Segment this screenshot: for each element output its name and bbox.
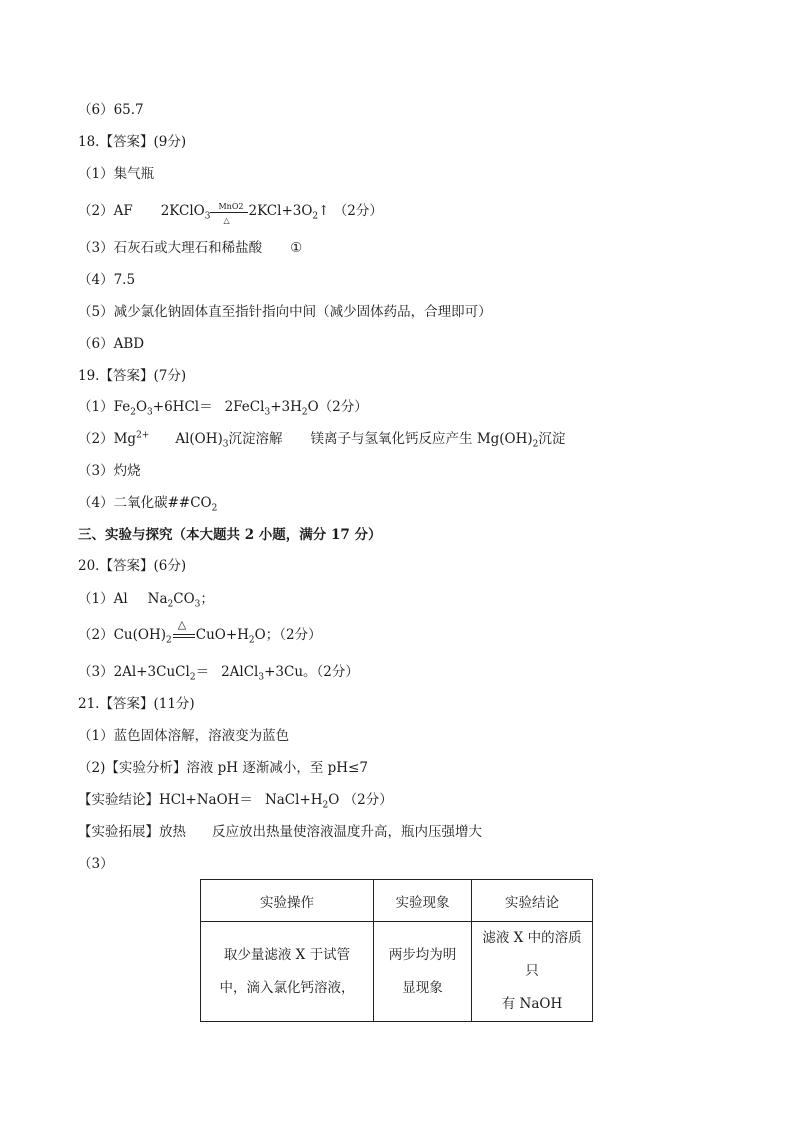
answer-18-1: （1）集气瓶: [78, 166, 155, 182]
answer-20-2: $(2)Cu(OH)_2$ △ $CuO+H_2O$；（2分）: [78, 618, 322, 646]
table-header: 实验现象: [374, 880, 472, 922]
answer-20-3: （3）2Al+3CuCl$_2$＝ 2AlCl$_3$+3Cu。（2分）: [78, 664, 359, 683]
table-cell-phenomenon: 两步均为明 显现象: [374, 922, 472, 1022]
answer-19-2: $(2)Mg^{2+}$ $Al(OH)_3$沉淀溶解 镁离子与氢氧化钙反应产生 $Mg(OH)_2$沉淀: [78, 430, 566, 450]
answer-18-heading: 18.【答案】(9分): [78, 134, 187, 150]
answer-21-heading: 21.【答案】(11分): [78, 696, 195, 712]
answer-19-heading: 19.【答案】(7分): [78, 368, 187, 384]
table-cell-operation: 取少量滤液 X 于试管 中，滴入氯化钙溶液，: [201, 922, 374, 1022]
answer-18-3: （3）石灰石或大理石和稀盐酸 ①: [78, 240, 303, 256]
answer-21-3: （3）: [78, 856, 114, 872]
answer-21-2: （2)【实验分析】溶液 pH 逐渐减小，至 pH≤7: [78, 760, 368, 776]
answer-18-4: （4）7.5: [78, 272, 136, 288]
heat-condition: △: [172, 626, 196, 644]
answer-20-heading: 20.【答案】(6分): [78, 558, 187, 574]
answer-19-3: （3）灼烧: [78, 463, 141, 479]
answer-18-6: （6）ABD: [78, 336, 145, 352]
answer-20-1: （1）Al $Na_2CO_3$；: [78, 591, 214, 610]
answer-21-extension: 【实验拓展】放热 反应放出热量使溶液温度升高，瓶内压强增大: [78, 824, 482, 840]
table-row: [201, 922, 593, 1022]
answer-18-5: （5）减少氯化钠固体直至指针指向中间（减少固体药品，合理即可）: [78, 304, 492, 320]
answer-17-6: （6）65.7: [78, 102, 144, 118]
table-header-row: [201, 880, 593, 922]
experiment-table: [200, 879, 593, 1022]
reaction-condition: MnO2 △: [210, 202, 248, 220]
answer-21-1: （1）蓝色固体溶解，溶液变为蓝色: [78, 728, 290, 744]
table-header: 实验操作: [201, 880, 374, 922]
table-header: 实验结论: [472, 880, 593, 922]
table-cell-conclusion: 滤液 X 中的溶质只 有 NaOH: [472, 922, 593, 1022]
answer-18-2: （2）AF 2KClO$_3$ MnO2 △ $2KCl+3O_2↑$ （2分）: [78, 202, 383, 225]
section-3-title: 三、实验与探究（本大题共 2 小题，满分 17 分）: [78, 527, 382, 543]
answer-19-1: $(1)Fe_2O_3+6HCl=$ $2FeCl_3+3H_2O(2$分）: [78, 399, 368, 418]
answer-19-4: （4）二氧化碳$\#\#CO_2$: [78, 495, 218, 514]
answer-21-conclusion: 【实验结论】HCl+NaOH＝ $NaCl+H_2O$ （2分）: [78, 792, 393, 811]
